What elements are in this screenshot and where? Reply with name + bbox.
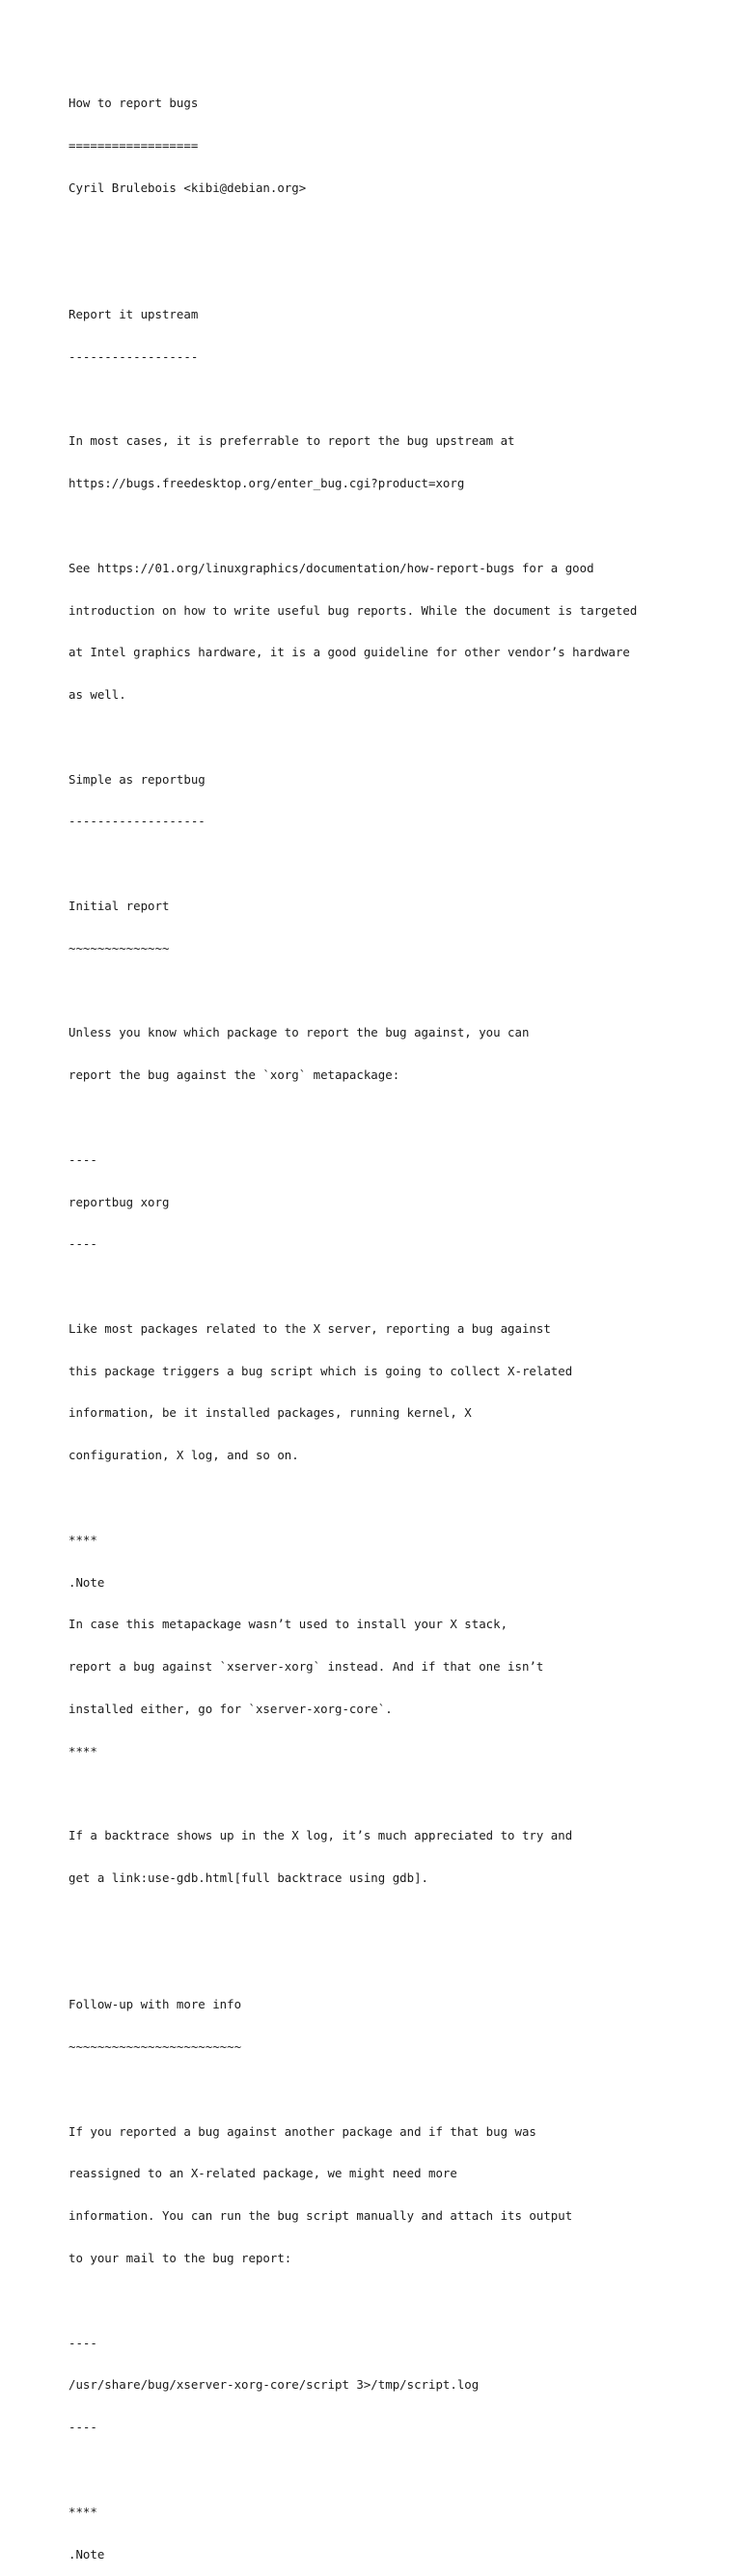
paragraph-line: report the bug against the `xorg` metapackage: [69,1067,400,1083]
paragraph-line: as well. [69,687,126,703]
paragraph-line: If you reported a bug against another package and if that bug was [69,2123,536,2139]
code-line: reportbug xorg [69,1194,170,1209]
section-underline: ------------------ [69,348,199,364]
blank-line [69,984,725,999]
note-line: installed either, go for `xserver-xorg-core`. [69,1701,393,1716]
doc-title: How to report bugs [69,96,199,111]
blank-line [69,1956,725,1971]
blank-line [69,1914,725,1928]
note-label: .Note [69,1574,105,1590]
paragraph-line: If a backtrace shows up in the X log, it’s much appreciated to try and [69,1828,573,1843]
note-block-delimiter: **** [69,1532,97,1547]
paragraph-line: to your mail to the bug report: [69,2251,292,2266]
note-label: .Note [69,2546,105,2562]
section-underline: ------------------- [69,814,206,829]
paragraph-line: configuration, X log, and so on. [69,1448,299,1463]
document-body [69,69,725,2576]
paragraph-line: information. You can run the bug script manually and attach its output [69,2208,573,2224]
blank-line [69,1111,725,1125]
code-line: /usr/share/bug/xserver-xorg-core/script 3>/tmp/script.log [69,2377,480,2393]
section-heading-simple-as-reportbug: Simple as reportbug [69,771,206,787]
blank-line [69,1280,725,1294]
paragraph-line: at Intel graphics hardware, it is a good guideline for other vendor’s hardware [69,645,630,660]
blank-line [69,265,725,280]
paragraph-line: information, be it installed packages, running kernel, X [69,1405,472,1421]
paragraph-line: get a link:use-gdb.html[full backtrace using gdb]. [69,1870,428,1885]
blank-line [69,224,725,238]
paragraph-line: Unless you know which package to report the bug against, you can [69,1025,530,1040]
blank-line [69,1787,725,1801]
upstream-url-line: https://bugs.freedesktop.org/enter_bug.cgi?product=xorg [69,476,465,491]
blank-line [69,1491,725,1506]
blank-line [69,2294,725,2309]
note-block-delimiter: **** [69,1743,97,1759]
blank-line [69,857,725,872]
doc-title-underline: ================== [69,137,199,152]
paragraph-line: reassigned to an X-related package, we might need more [69,2166,457,2181]
blank-line [69,2463,725,2478]
subsection-heading-initial-report: Initial report [69,899,170,914]
blank-line [69,519,725,534]
paragraph-line: Like most packages related to the X server, reporting a bug against [69,1320,551,1336]
paragraph-line: In most cases, it is preferrable to report the bug upstream at [69,433,515,449]
section-heading-report-upstream: Report it upstream [69,307,199,322]
code-block-delimiter: ---- [69,2335,97,2350]
subsection-underline: ~~~~~~~~~~~~~~~~~~~~~~~~ [69,2039,242,2055]
doc-author: Cyril Brulebois <kibi@debian.org> [69,180,307,195]
blank-line [69,731,725,745]
blank-line [69,393,725,407]
paragraph-line: this package triggers a bug script which is going to collect X-related [69,1363,573,1378]
code-block-delimiter: ---- [69,1151,97,1167]
code-block-delimiter: ---- [69,1236,97,1252]
subsection-underline: ~~~~~~~~~~~~~~ [69,940,170,956]
paragraph-line: See https://01.org/linuxgraphics/documentation/how-report-bugs for a good [69,560,594,575]
code-block-delimiter: ---- [69,2420,97,2435]
paragraph-line: introduction on how to write useful bug reports. While the document is targeted [69,602,638,618]
note-line: report a bug against `xserver-xorg` instead. And if that one isn’t [69,1659,544,1675]
note-block-delimiter: **** [69,2504,97,2519]
note-line: In case this metapackage wasn’t used to install your X stack, [69,1617,508,1632]
blank-line [69,2083,725,2097]
subsection-heading-follow-up: Follow-up with more info [69,1997,242,2012]
